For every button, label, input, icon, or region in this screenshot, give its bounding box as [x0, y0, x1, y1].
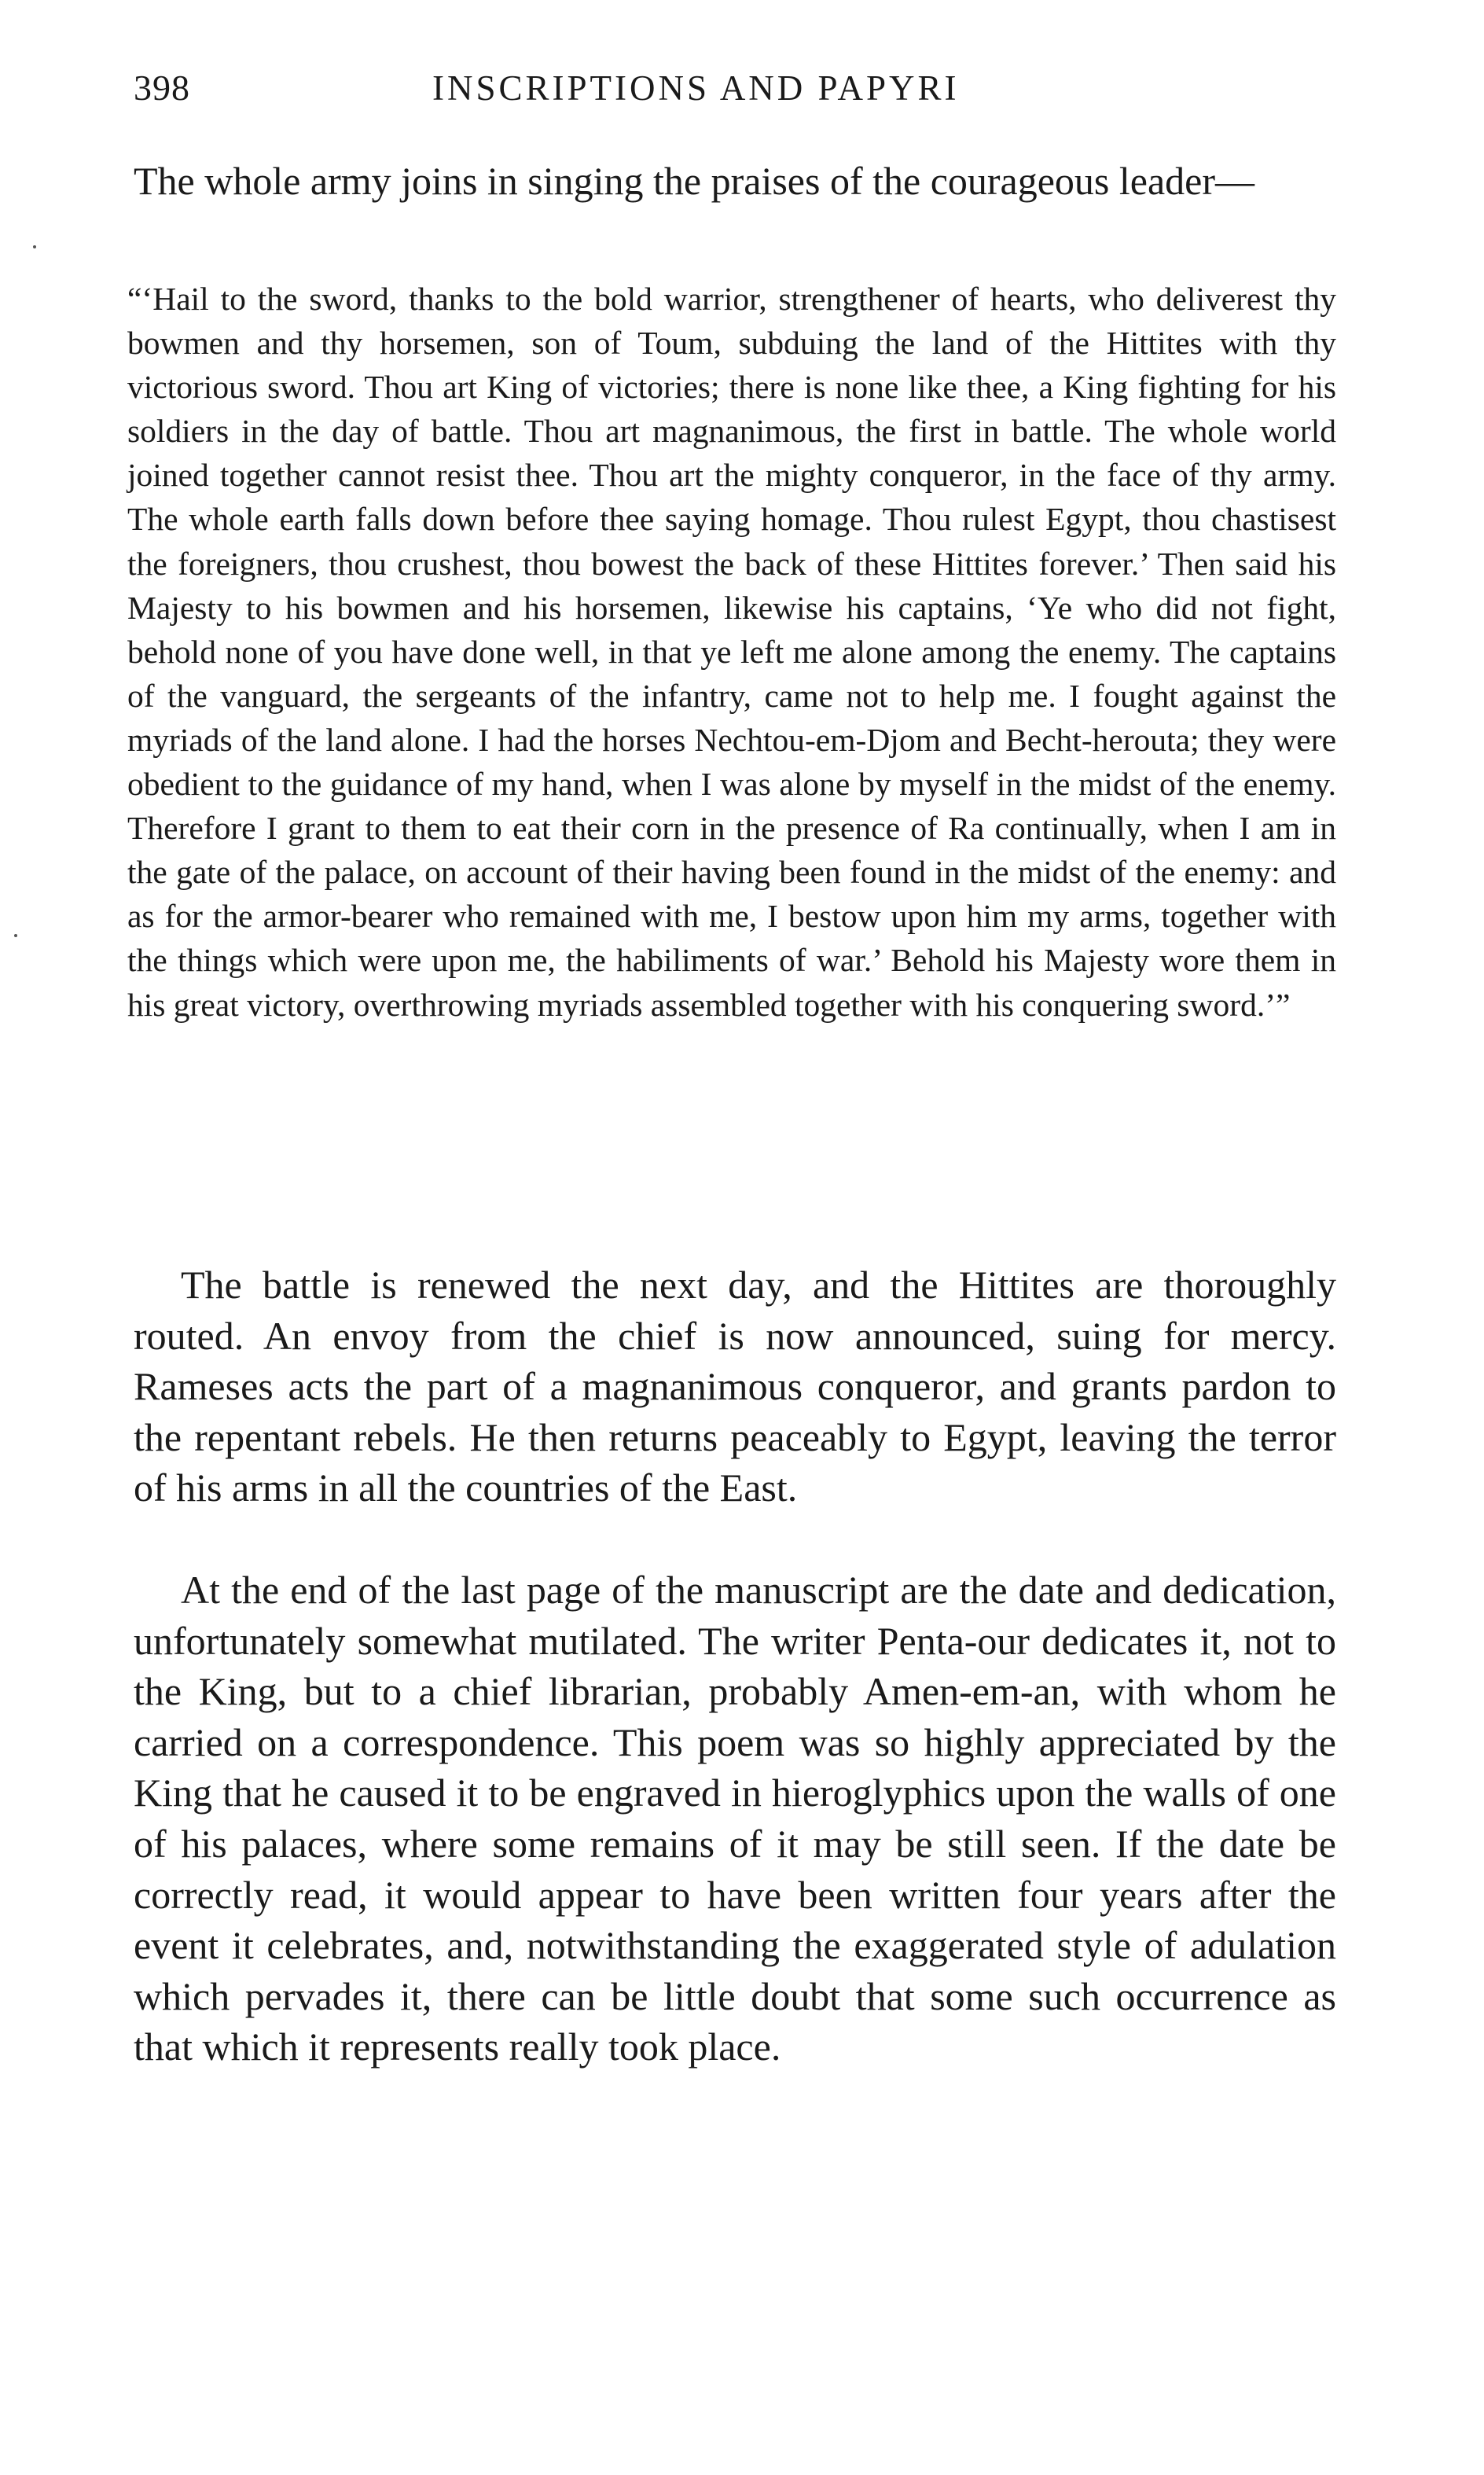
- page-number: 398: [134, 68, 190, 108]
- song-quotation: “‘Hail to the sword, thanks to the bold warrior, strengthener of hearts, who deliverest thy bowmen and thy horsemen, son of Toum, subduing the land of the Hittites with thy victorious sword. Thou art King of victories; there is none like thee, a King fighting for his soldiers in the day of battle. Thou art magnanimous, the first in battle. The whole world joined together cannot resist thee. Thou art the mighty conqueror, in the face of thy army. The whole earth falls down before thee saying homage. Thou rulest Egypt, thou chastisest the foreigners, thou crushest, thou bowest the back of these Hittites forever.’ Then said his Majesty to his bowmen and his horsemen, likewise his captains, ‘Ye who did not fight, behold none of you have done well, in that ye left me alone among the enemy. The captains of the vanguard, the sergeants of the infantry, came not to help me. I fought against the myriads of the land alone. I had the horses Nechtou-em-Djom and Becht-herouta; they were obedient to the guidance of my hand, when I was alone by myself in the midst of the enemy. Therefore I grant to them to eat their corn in the presence of Ra continually, when I am in the gate of the palace, on account of their having been found in the midst of the enemy: and as for the armor-bearer who remained with me, I bestow upon him my arms, together with the things which were upon me, the habiliments of war.’ Behold his Majesty wore them in his great victory, overthrowing myriads assembled together with his conquering sword.’”: [127, 281, 1336, 1023]
- intro-paragraph: The whole army joins in singing the praises of the courageous leader—: [134, 159, 1255, 203]
- running-head: INSCRIPTIONS AND PAPYRI: [432, 68, 960, 108]
- margin-speck: [14, 934, 17, 937]
- dedication-paragraph: At the end of the last page of the manuscript are the date and dedication, unfortunately somewhat mutilated. The writer Penta-our dedicates it, not to the King, but to a chief librarian, probably Amen-em-an, with whom he carried on a correspondence. This poem was so highly appreciated by the King that he caused it to be engraved in hieroglyphics upon the walls of one of his palaces, where some remains of it may be still seen. If the date be correctly read, it would appear to have been written four years after the event it celebrates, and, notwithstanding the exaggerated style of adulation which pervades it, there can be little doubt that some such occurrence as that which it represents really took place.: [134, 1568, 1336, 2069]
- battle-paragraph: The battle is renewed the next day, and the Hittites are thoroughly routed. An envoy from the chief is now announced, suing for mercy. Rameses acts the part of a magnanimous conqueror, and grants pardon to the repentant rebels. He then returns peaceably to Egypt, leaving the terror of his arms in all the countries of the East.: [134, 1263, 1336, 1510]
- margin-speck: [33, 245, 36, 248]
- page-header: [134, 64, 1336, 120]
